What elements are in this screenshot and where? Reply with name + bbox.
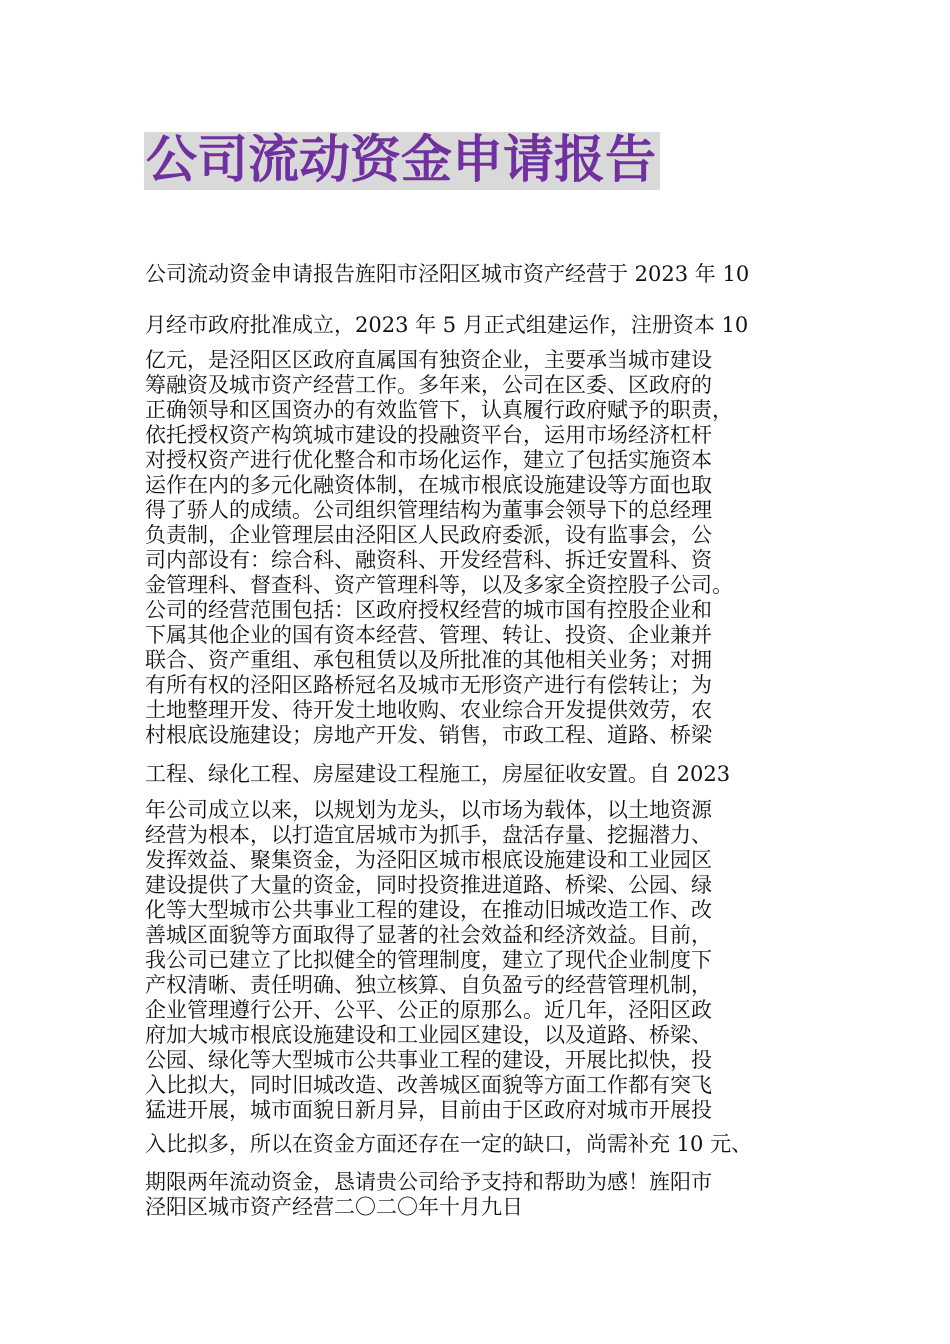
body-line: 月经市政府批准成立，2023 年 5 月正式组建运作，注册资本 10 [145, 313, 749, 337]
body-line: 下属其他企业的国有资本经营、管理、转让、投资、企业兼并 [145, 623, 712, 647]
body-line: 金管理科、督查科、资产管理科等，以及多家全资控股子公司。 [145, 573, 733, 597]
body-line: 泾阳区城市资产经营二〇二〇年十月九日 [145, 1195, 523, 1219]
body-line: 得了骄人的成绩。公司组织管理结构为董事会领导下的总经理 [145, 498, 712, 522]
body-line: 建设提供了大量的资金，同时投资推进道路、桥梁、公园、绿 [145, 873, 712, 897]
body-line: 发挥效益、聚集资金，为泾阳区城市根底设施建设和工业园区 [145, 848, 712, 872]
body-line: 土地整理开发、待开发土地收购、农业综合开发提供效劳，农 [145, 698, 712, 722]
body-line: 公园、绿化等大型城市公共事业工程的建设，开展比拟快，投 [145, 1048, 712, 1072]
body-line: 对授权资产进行优化整合和市场化运作，建立了包括实施资本 [145, 448, 712, 472]
body-line: 公司的经营范围包括：区政府授权经营的城市国有控股企业和 [145, 598, 712, 622]
body-line: 入比拟多，所以在资金方面还存在一定的缺口，尚需补充 10 元、 [145, 1132, 753, 1156]
body-line: 年公司成立以来，以规划为龙头，以市场为载体，以土地资源 [145, 798, 712, 822]
body-line: 产权清晰、责任明确、独立核算、自负盈亏的经营管理机制， [145, 973, 712, 997]
body-line: 联合、资产重组、承包租赁以及所批准的其他相关业务；对拥 [145, 648, 712, 672]
body-line: 筹融资及城市资产经营工作。多年来，公司在区委、区政府的 [145, 373, 712, 397]
body-line: 村根底设施建设；房地产开发、销售，市政工程、道路、桥梁 [145, 723, 712, 747]
body-line: 我公司已建立了比拟健全的管理制度，建立了现代企业制度下 [145, 948, 712, 972]
body-line: 入比拟大，同时旧城改造、改善城区面貌等方面工作都有突飞 [145, 1073, 712, 1097]
body-line: 期限两年流动资金，恳请贵公司给予支持和帮助为感！旌阳市 [145, 1170, 712, 1194]
body-line: 负责制，企业管理层由泾阳区人民政府委派，设有监事会，公 [145, 523, 712, 547]
document-title: 公司流动资金申请报告 [146, 131, 657, 190]
body-line: 有所有权的泾阳区路桥冠名及城市无形资产进行有偿转让；为 [145, 673, 712, 697]
body-line: 企业管理遵行公开、公平、公正的原那么。近几年，泾阳区政 [145, 998, 712, 1022]
body-line: 猛进开展，城市面貌日新月异，目前由于区政府对城市开展投 [145, 1098, 712, 1122]
body-line: 化等大型城市公共事业工程的建设，在推动旧城改造工作、改 [145, 898, 712, 922]
title-highlight [144, 132, 660, 190]
body-line: 善城区面貌等方面取得了显著的社会效益和经济效益。目前， [145, 923, 712, 947]
body-line: 正确领导和区国资办的有效监管下，认真履行政府赋予的职责， [145, 398, 733, 422]
body-line: 经营为根本，以打造宜居城市为抓手，盘活存量、挖掘潜力、 [145, 823, 712, 847]
body-line: 府加大城市根底设施建设和工业园区建设，以及道路、桥梁、 [145, 1023, 712, 1047]
body-line: 司内部设有：综合科、融资科、开发经营科、拆迁安置科、资 [145, 548, 712, 572]
body-line: 工程、绿化工程、房屋建设工程施工，房屋征收安置。自 2023 [145, 762, 731, 786]
body-line: 依托授权资产构筑城市建设的投融资平台，运用市场经济杠杆 [145, 423, 712, 447]
body-line: 亿元，是泾阳区区政府直属国有独资企业，主要承当城市建设 [145, 348, 712, 372]
body-line: 公司流动资金申请报告旌阳市泾阳区城市资产经营于 2023 年 10 [145, 262, 750, 286]
body-line: 运作在内的多元化融资体制，在城市根底设施建设等方面也取 [145, 473, 712, 497]
